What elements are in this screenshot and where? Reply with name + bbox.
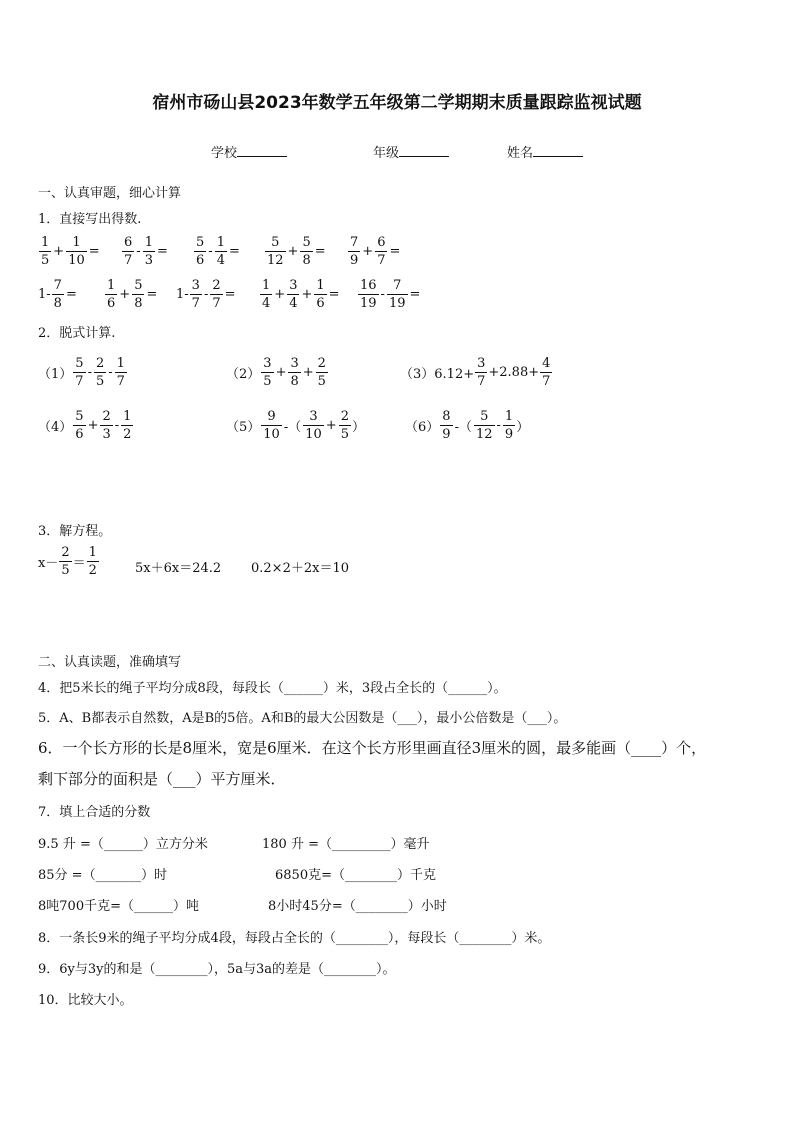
q7-label: 7．填上合适的分数: [38, 805, 151, 820]
name-blank[interactable]: [533, 144, 583, 157]
q3-equation-3: 0.2×2＋2x＝10: [251, 561, 349, 576]
q10-text: 10．比较大小。: [38, 993, 133, 1008]
q2-problem-2: （2） $\frac{3}{5}$ + $\frac{3}{8}$ + $\frac{2}{5}$: [226, 356, 326, 389]
q9-text: 9．6y与3y的和是（________），5a与3a的差是（________）。: [38, 962, 396, 977]
grade-field[interactable]: [373, 142, 449, 161]
q3-equation-2: 5x＋6x＝24.2: [135, 561, 222, 576]
section2-heading: 二、认真读题，准确填写: [38, 655, 182, 670]
q1-item-2: $\frac{6}{7}$ - $\frac{1}{3}$ =: [124, 235, 168, 268]
school-blank[interactable]: [237, 144, 287, 157]
q2-label: 2．脱式计算.: [38, 326, 116, 341]
q7-item-2: 180 升 =（_________）毫升: [262, 837, 430, 852]
school-field[interactable]: [211, 142, 287, 161]
grade-blank[interactable]: [399, 144, 449, 157]
q1-item-10: $\frac{16}{19}$ - $\frac{7}{19}$ =: [360, 278, 421, 311]
q7-item-1: 9.5 升 =（______）立方分米: [38, 837, 208, 852]
grade-label: 年级: [373, 146, 400, 161]
school-label: 学校: [211, 146, 238, 161]
q1-item-5: $\frac{7}{9}$ + $\frac{6}{7}$ =: [350, 235, 401, 268]
q2-problem-5: （5） $\frac{9}{10}$ -（ $\frac{3}{10}$ + $\frac{2}{5}$ ）: [226, 409, 365, 442]
page-title: 宿州市砀山县2023年数学五年级第二学期期末质量跟踪监视试题: [152, 93, 642, 113]
q3-equation-1: x－ $\frac{2}{5}$ ＝ $\frac{1}{2}$: [38, 545, 97, 578]
q7-item-3: 85分 =（_______）时: [38, 868, 168, 883]
q3-label: 3．解方程。: [38, 524, 112, 539]
name-field[interactable]: [507, 142, 583, 161]
q7-item-5: 8吨700千克=（______）吨: [38, 899, 199, 914]
name-label: 姓名: [507, 146, 534, 161]
section1-heading: 一、认真审题，细心计算: [38, 186, 182, 201]
q1-item-1: $\frac{1}{5}$ + $\frac{1}{10}$ =: [41, 235, 100, 268]
q1-item-6: 1- $\frac{7}{8}$ =: [38, 278, 77, 311]
q1-item-7: $\frac{1}{6}$ + $\frac{5}{8}$ =: [107, 278, 158, 311]
q1-item-9: $\frac{1}{4}$ + $\frac{3}{4}$ + $\frac{1}{6}$ =: [262, 278, 340, 311]
q8-text: 8．一条长9米的绳子平均分成4段，每段占全长的（________），每段长（________）米。: [38, 931, 551, 946]
q1-item-3: $\frac{5}{6}$ - $\frac{1}{4}$ =: [196, 235, 240, 268]
q6-text-line2: 剩下部分的面积是（___）平方厘米．: [38, 770, 286, 788]
q2-problem-4: （4） $\frac{5}{6}$ + $\frac{2}{3}$ - $\frac{1}{2}$: [38, 409, 132, 442]
q1-item-4: $\frac{5}{12}$ + $\frac{5}{8}$ =: [267, 235, 326, 268]
q1-item-8: 1- $\frac{3}{7}$ - $\frac{2}{7}$ =: [176, 278, 236, 311]
q4-text: 4．把5米长的绳子平均分成8段，每段长（______）米，3段占全长的（______）。: [38, 681, 507, 696]
q7-item-6: 8小时45分=（________）小时: [268, 899, 447, 914]
q7-item-4: 6850克=（________）千克: [275, 868, 436, 883]
q6-text-line1: 6．一个长方形的长是8厘米，宽是6厘米．在这个长方形里画直径3厘米的圆，最多能画（____）个，: [38, 739, 707, 757]
q2-problem-1: （1） $\frac{5}{7}$ - $\frac{2}{5}$ - $\frac{1}{7}$: [38, 356, 125, 389]
q1-label: 1．直接写出得数.: [38, 212, 142, 227]
q5-text: 5．A、B都表示自然数，A是B的5倍。A和B的最大公因数是（___），最小公倍数是（___）。: [38, 711, 567, 726]
q2-problem-3: （3）6.12+ $\frac{3}{7}$ +2.88+ $\frac{4}{7}$: [400, 356, 551, 389]
q2-problem-6: （6） $\frac{8}{9}$ -（ $\frac{5}{12}$ - $\frac{1}{9}$ ）: [405, 409, 530, 442]
